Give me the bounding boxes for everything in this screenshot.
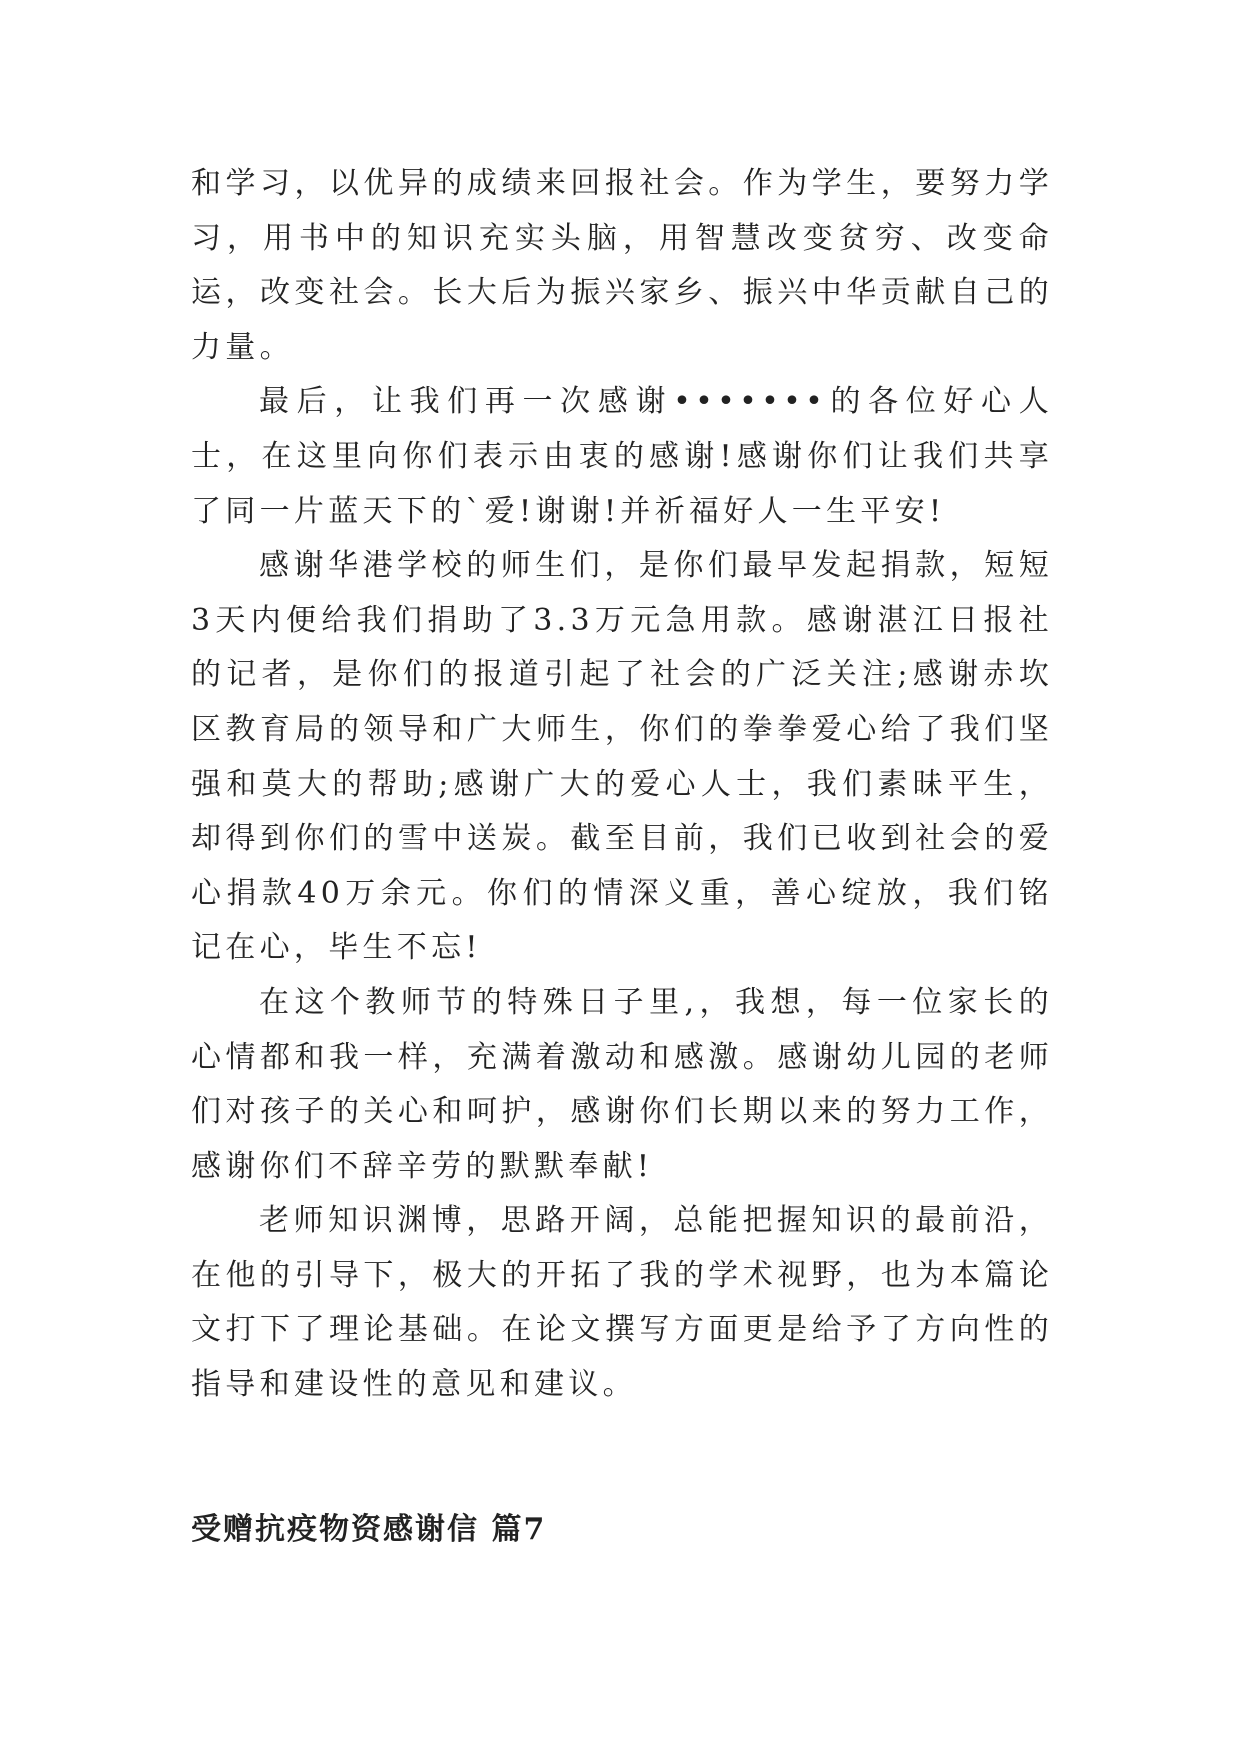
section-title: 受赠抗疫物资感谢信 篇7 [191, 1512, 547, 1547]
paragraph-2: 最后，让我们再一次感谢•••••••的各位好心人士，在这里向你们表示由衷的感谢!感谢你们让我们共享了同一片蓝天下的`爱!谢谢!并祈福好人一生平安! [191, 384, 1053, 529]
paragraph-1: 和学习，以优异的成绩来回报社会。作为学生，要努力学习，用书中的知识充实头脑，用智慧改变贫穷、改变命运，改变社会。长大后为振兴家乡、振兴中华贡献自己的力量。 [191, 166, 1053, 365]
paragraph-5: 老师知识渊博，思路开阔，总能把握知识的最前沿，在他的引导下，极大的开拓了我的学术视野，也为本篇论文打下了理论基础。在论文撰写方面更是给予了方向性的指导和建设性的意见和建议。 [191, 1203, 1053, 1403]
paragraph-4: 在这个教师节的特殊日子里,，我想，每一位家长的心情都和我一样，充满着激动和感激。感谢幼儿园的老师们对孩子的关心和呵护，感谢你们长期以来的努力工作，感谢你们不辞辛劳的默默奉献! [191, 984, 1053, 1184]
document-body [191, 157, 1053, 1413]
paragraph-3: 感谢华港学校的师生们，是你们最早发起捐款，短短3天内便给我们捐助了3.3万元急用款。感谢湛江日报社的记者，是你们的报道引起了社会的广泛关注;感谢赤坎区教育局的领导和广大师生，你们的拳拳爱心给了我们坚强和莫大的帮助;感谢广大的爱心人士，我们素昧平生，却得到你们的雪中送炭。截至目前，我们已收到社会的爱心捐款40万余元。你们的情深义重，善心绽放，我们铭记在心，毕生不忘! [191, 548, 1053, 966]
